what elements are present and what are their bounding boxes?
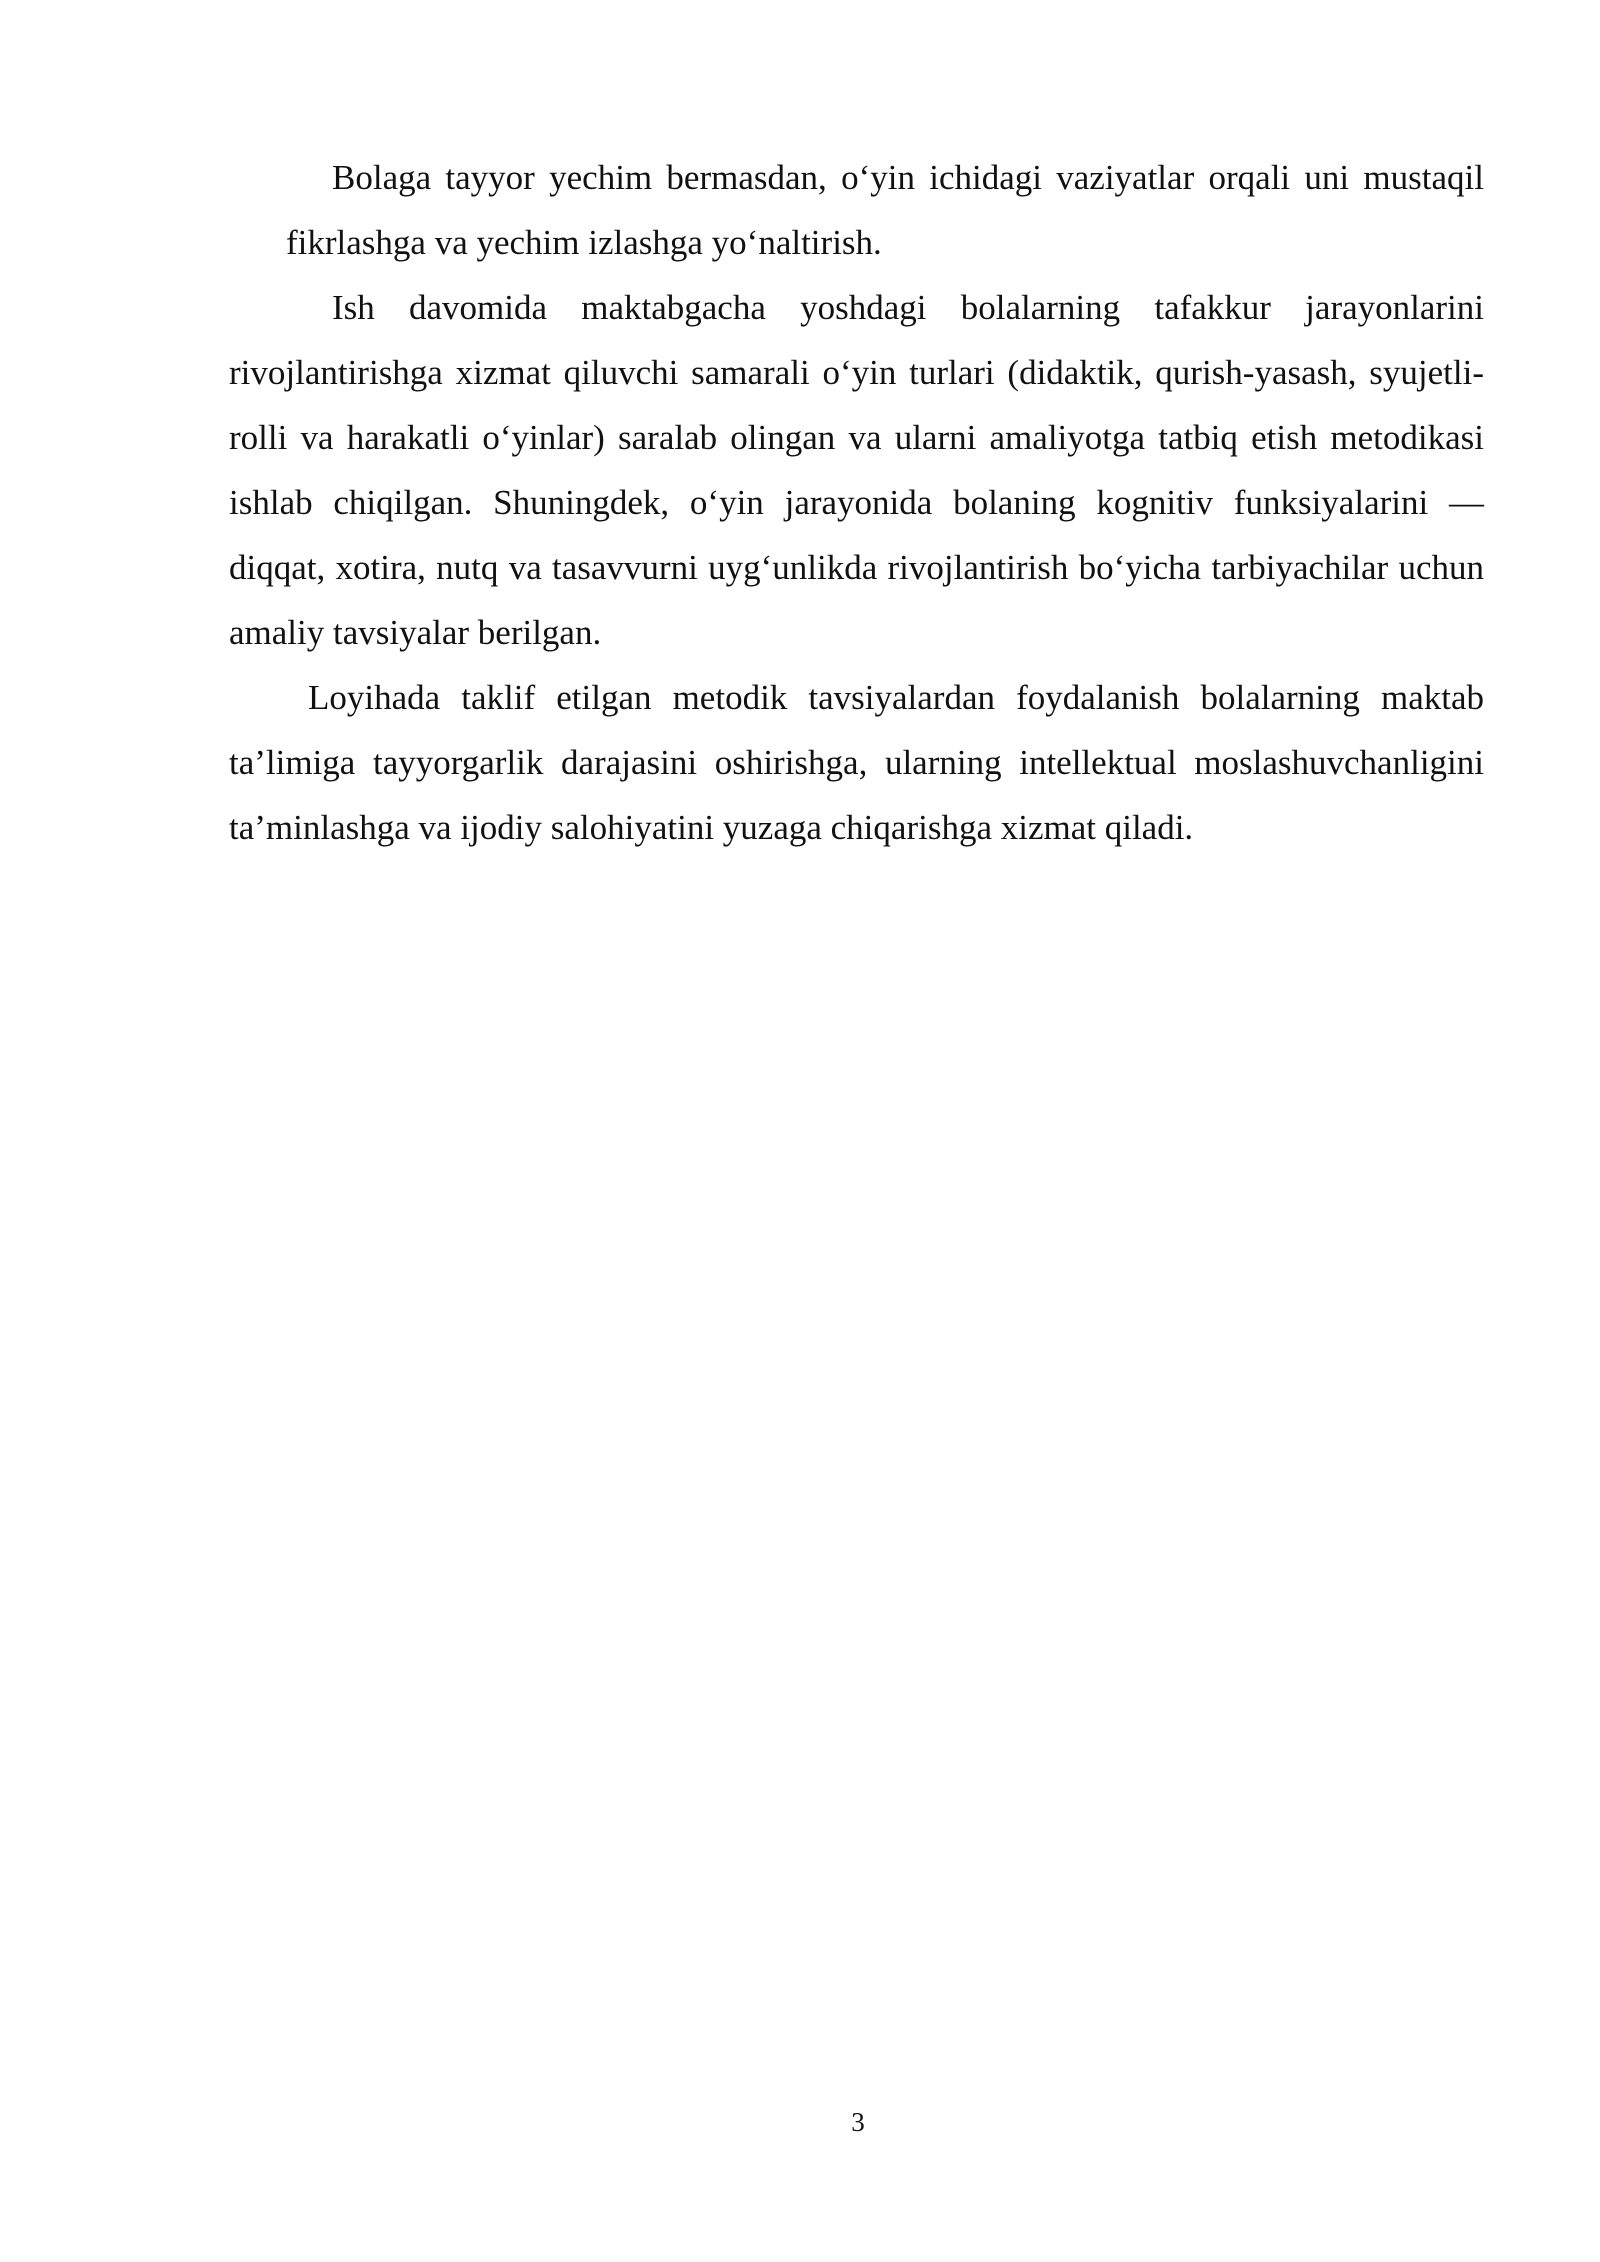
paragraph-2: Ish davomida maktabgacha yoshdagi bolalarning tafakkur jarayonlarini rivojlantirishga xizmat qiluvchi samarali o‘yin turlari (didaktik, qurish-yasash, syujetli-rolli va harakatli o‘yinlar) saralab olingan va ularni amaliyotga tatbiq etish metodikasi ishlab chiqilgan. Shuningdek, o‘yin jarayonida bolaning kognitiv funksiyalarini — diqqat, xotira, nutq va tasavvurni uyg‘unlikda rivojlantirish bo‘yicha tarbiyachilar uchun amaliy tavsiyalar berilgan. bbox=[229, 288, 1484, 652]
paragraph-3: Loyihada taklif etilgan metodik tavsiyalardan foydalanish bolalarning maktab ta’limiga tayyorgarlik darajasini oshirishga, ularning intellektual moslashuvchanligini ta’minlashga va ijodiy salohiyatini yuzaga chiqarishga xizmat qiladi. bbox=[229, 678, 1484, 847]
body-text bbox=[229, 145, 1484, 860]
page-number: 3 bbox=[851, 2107, 865, 2137]
paragraph-1: Bolaga tayyor yechim bermasdan, o‘yin ichidagi vaziyatlar orqali uni mustaqil fikrlashga va yechim izlashga yo‘naltirish. bbox=[286, 158, 1484, 262]
